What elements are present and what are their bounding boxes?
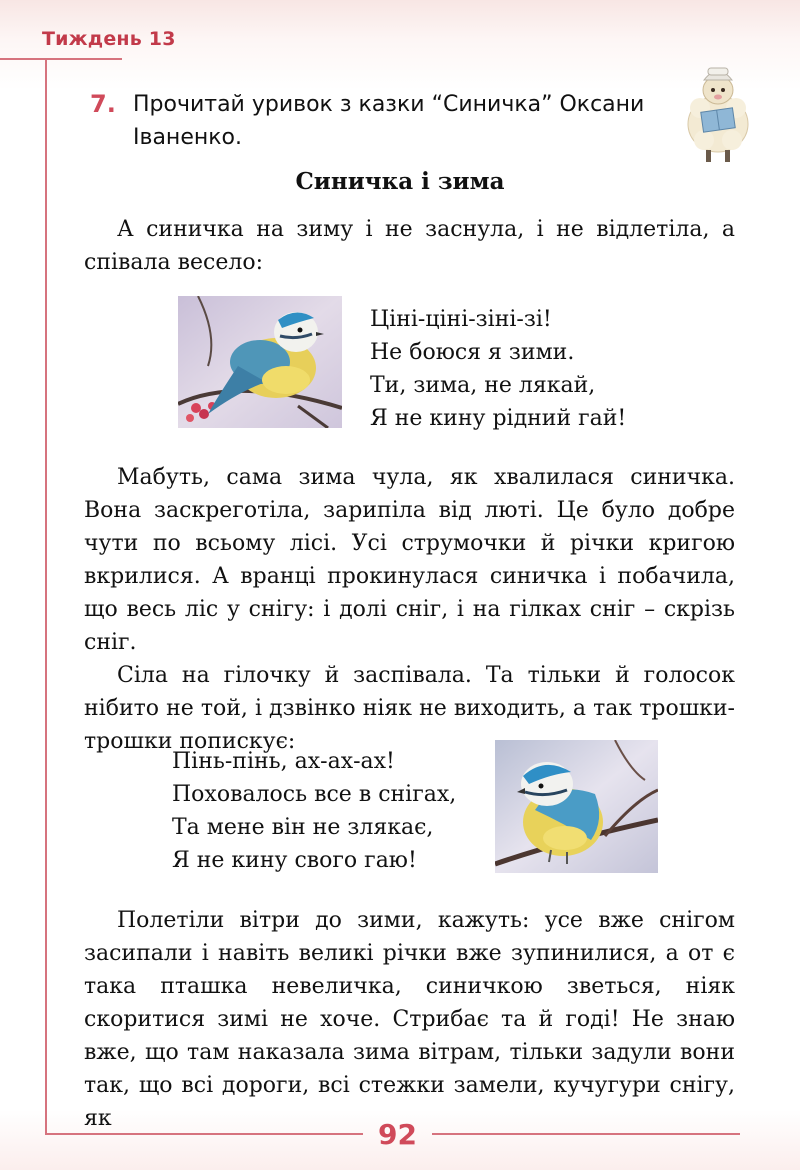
song-2-line: Пінь-пінь, ах-ах-ах! [172,749,395,774]
task-number: 7. [90,90,116,118]
main-paragraphs [84,461,735,758]
left-margin-rule [45,58,47,1134]
sheep-reading-icon [680,58,756,164]
song-1-line: Я не кину рідний гай! [370,406,627,431]
song-2 [172,745,456,877]
song-2-line: Я не кину свого гаю! [172,848,417,873]
page-number: 92 [378,1118,417,1151]
song-1-line: Ціні-ціні-зіні-зі! [370,307,552,332]
song-2-line: Поховалось все в снігах, [172,782,457,807]
song-1-line: Не боюся я зими. [370,340,575,365]
paragraph-4: Полетіли вітри до зими, кажуть: усе вже снігом засипали і навіть великі річки вже зупинилися, а от є така пташка невеличка, синичкою зветься, ніяк скоритися зимі не хоче. Стрибає та й годі! Не знаю вже, що там наказала зима вітрам, тільки задули вони так, що всі дороги, всі стежки замели, кучугури снігу, як [84,908,735,1131]
bottom-divider-left [45,1133,363,1135]
titmouse-on-snowy-branch-illustration [495,740,658,873]
titmouse-on-branch-illustration [178,296,342,428]
song-2-line: Та мене він не злякає, [172,815,434,840]
song-1 [370,303,626,435]
bottom-divider-right [432,1133,740,1135]
week-label: Тиждень 13 [42,28,176,50]
paragraph-3: Сіла на гілочку й заспівала. Та тільки й голосок нібито не той, і дзвінко ніяк не виходить, а так трошки-трошки попискує: [84,663,735,754]
song-1-line: Ти, зима, не лякай, [370,373,596,398]
intro-text: А синичка на зиму і не заснула, і не відлетіла, а співала весело: [84,217,735,275]
intro-paragraph [84,213,735,279]
top-divider [0,58,122,60]
closing-paragraph [84,904,735,1135]
task-instruction: Прочитай уривок з казки “Синичка” Оксани Іваненко. [133,92,645,150]
story-title: Синичка і зима [295,168,505,195]
paragraph-2: Мабуть, сама зима чула, як хвалилася синичка. Вона заскреготіла, зарипіла від люті. Це було добре чути по всьому лісі. Усі струмочки й річки кригою вкрилися. А вранці прокинулася синичка і побачила, що весь ліс у снігу: і долі сніг, і на гілках сніг – скрізь сніг. [84,465,735,655]
